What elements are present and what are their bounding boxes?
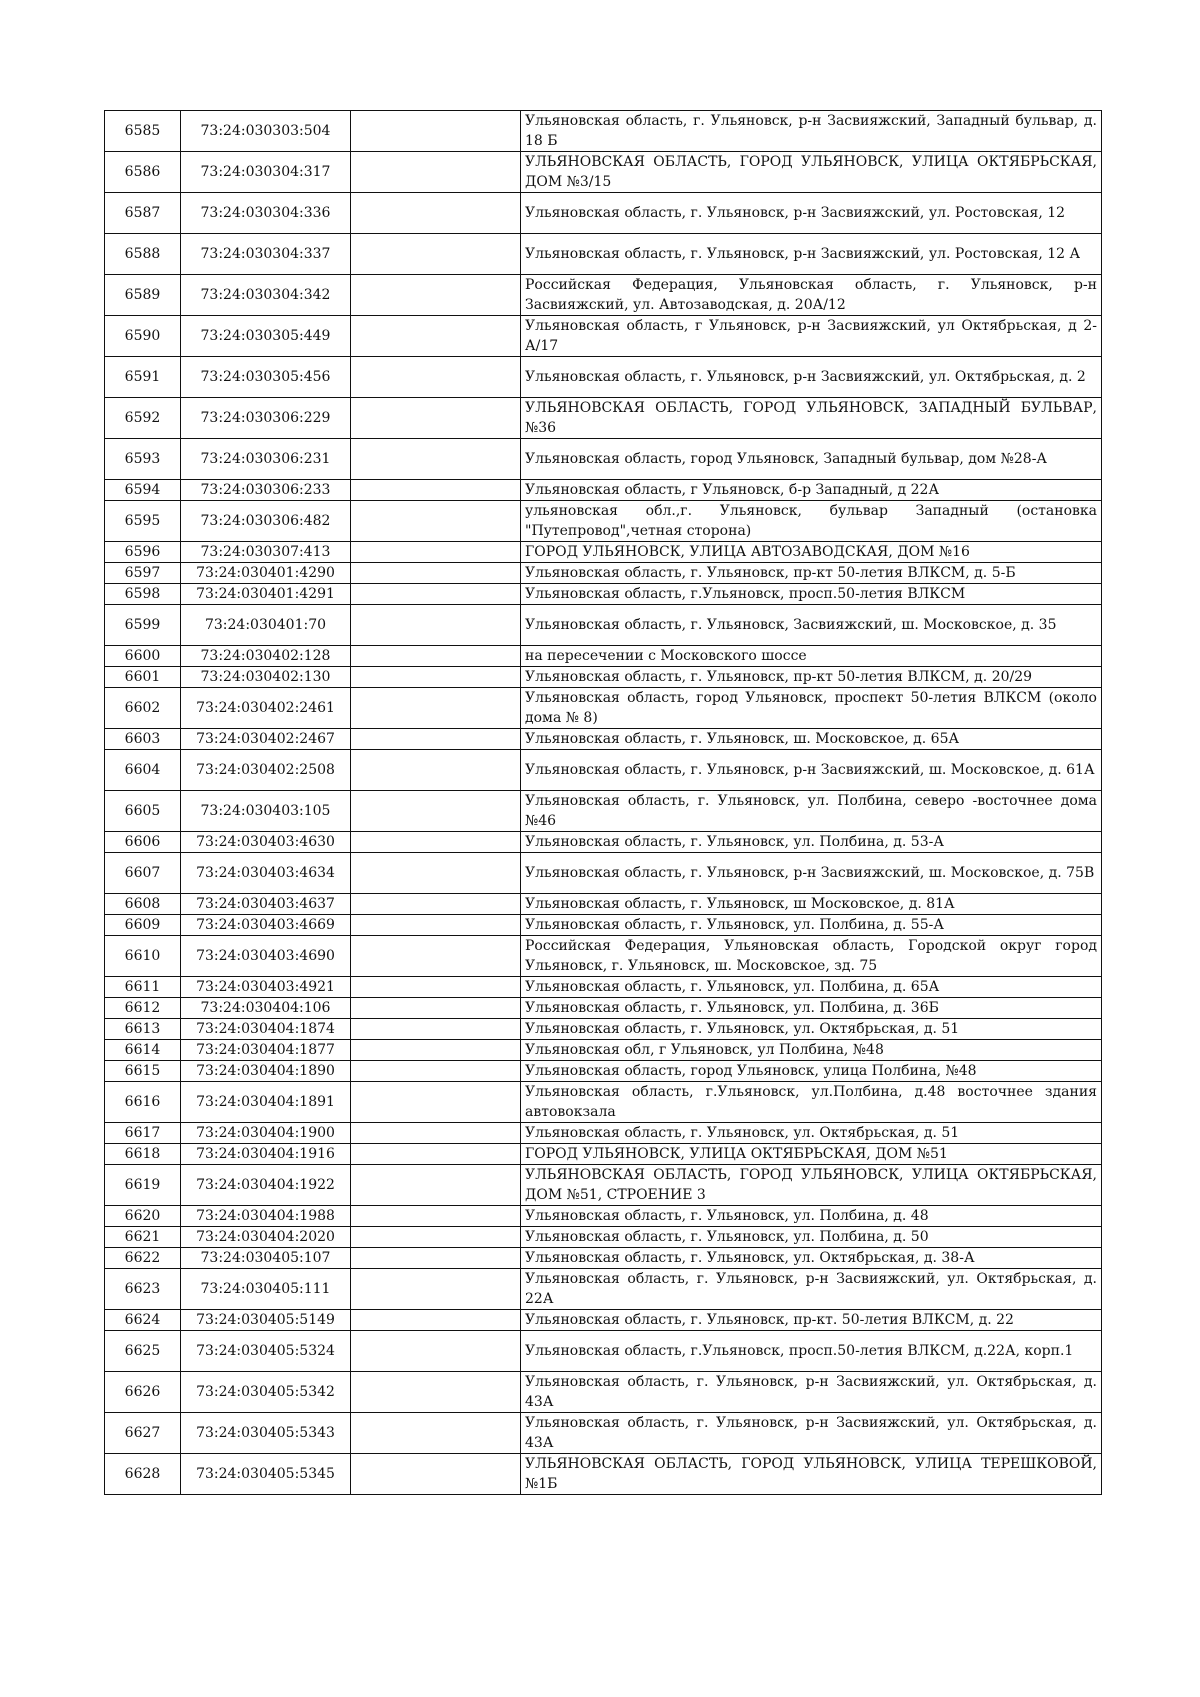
address-cell: УЛЬЯНОВСКАЯ ОБЛАСТЬ, ГОРОД УЛЬЯНОВСК, ЗАПАДНЫЙ БУЛЬВАР, №36 xyxy=(521,398,1102,439)
address-cell: Ульяновская область, город Ульяновск, Западный бульвар, дом №28-А xyxy=(521,439,1102,480)
row-number-cell: 6595 xyxy=(105,501,181,542)
land-plot-table xyxy=(104,110,1102,1495)
row-number-cell: 6594 xyxy=(105,480,181,501)
address-cell: Ульяновская область, г. Ульяновск, ул. Полбина, д. 48 xyxy=(521,1206,1102,1227)
row-number-cell: 6609 xyxy=(105,915,181,936)
row-number-cell: 6601 xyxy=(105,667,181,688)
address-cell: УЛЬЯНОВСКАЯ ОБЛАСТЬ, ГОРОД УЛЬЯНОВСК, УЛИЦА ОКТЯБРЬСКАЯ, ДОМ №3/15 xyxy=(521,152,1102,193)
row-number-cell: 6612 xyxy=(105,998,181,1019)
empty-cell xyxy=(351,234,521,275)
cadastral-number-cell: 73:24:030403:4637 xyxy=(181,894,351,915)
empty-cell xyxy=(351,1310,521,1331)
address-cell: Ульяновская область, город Ульяновск, проспект 50-летия ВЛКСМ (около дома № 8) xyxy=(521,688,1102,729)
empty-cell xyxy=(351,1123,521,1144)
table-row xyxy=(105,357,1102,398)
cadastral-number-cell: 73:24:030404:2020 xyxy=(181,1227,351,1248)
empty-cell xyxy=(351,646,521,667)
row-number-cell: 6617 xyxy=(105,1123,181,1144)
row-number-cell: 6622 xyxy=(105,1248,181,1269)
table-row xyxy=(105,832,1102,853)
address-cell: Ульяновская область, г. Ульяновск, ул. Полбина, д. 36Б xyxy=(521,998,1102,1019)
table-row xyxy=(105,998,1102,1019)
cadastral-number-cell: 73:24:030404:1890 xyxy=(181,1061,351,1082)
cadastral-number-cell: 73:24:030404:106 xyxy=(181,998,351,1019)
table-row xyxy=(105,894,1102,915)
cadastral-number-cell: 73:24:030403:105 xyxy=(181,791,351,832)
cadastral-number-cell: 73:24:030306:233 xyxy=(181,480,351,501)
table-row xyxy=(105,111,1102,152)
address-cell: Ульяновская область, г. Ульяновск, пр-кт 50-летия ВЛКСМ, д. 5-Б xyxy=(521,563,1102,584)
empty-cell xyxy=(351,605,521,646)
address-cell: ГОРОД УЛЬЯНОВСК, УЛИЦА АВТОЗАВОДСКАЯ, ДОМ №16 xyxy=(521,542,1102,563)
table-row xyxy=(105,1248,1102,1269)
empty-cell xyxy=(351,1206,521,1227)
row-number-cell: 6619 xyxy=(105,1165,181,1206)
empty-cell xyxy=(351,1269,521,1310)
table-row xyxy=(105,936,1102,977)
row-number-cell: 6608 xyxy=(105,894,181,915)
address-cell: УЛЬЯНОВСКАЯ ОБЛАСТЬ, ГОРОД УЛЬЯНОВСК, УЛИЦА ТЕРЕШКОВОЙ, №1Б xyxy=(521,1454,1102,1495)
empty-cell xyxy=(351,1040,521,1061)
empty-cell xyxy=(351,1019,521,1040)
address-cell: Ульяновская область, г. Ульяновск, ш Московское, д. 81А xyxy=(521,894,1102,915)
cadastral-number-cell: 73:24:030304:342 xyxy=(181,275,351,316)
cadastral-number-cell: 73:24:030304:317 xyxy=(181,152,351,193)
empty-cell xyxy=(351,1227,521,1248)
row-number-cell: 6606 xyxy=(105,832,181,853)
address-cell: Ульяновская область, г. Ульяновск, ул. Полбина, д. 65А xyxy=(521,977,1102,998)
table-row xyxy=(105,398,1102,439)
table-row xyxy=(105,750,1102,791)
row-number-cell: 6589 xyxy=(105,275,181,316)
cadastral-number-cell: 73:24:030404:1922 xyxy=(181,1165,351,1206)
table-row xyxy=(105,1040,1102,1061)
table-row xyxy=(105,1454,1102,1495)
empty-cell xyxy=(351,1454,521,1495)
table-row xyxy=(105,1165,1102,1206)
row-number-cell: 6598 xyxy=(105,584,181,605)
empty-cell xyxy=(351,977,521,998)
address-cell: Ульяновская область, г.Ульяновск, ул.Полбина, д.48 восточнее здания автовокзала xyxy=(521,1082,1102,1123)
table-row xyxy=(105,1331,1102,1372)
empty-cell xyxy=(351,398,521,439)
empty-cell xyxy=(351,1061,521,1082)
row-number-cell: 6600 xyxy=(105,646,181,667)
row-number-cell: 6623 xyxy=(105,1269,181,1310)
row-number-cell: 6628 xyxy=(105,1454,181,1495)
address-cell: Ульяновская область, г. Ульяновск, ул. Полбина, д. 53-А xyxy=(521,832,1102,853)
empty-cell xyxy=(351,501,521,542)
address-cell: Ульяновская область, г. Ульяновск, ул. Октябрьская, д. 51 xyxy=(521,1019,1102,1040)
cadastral-number-cell: 73:24:030402:2461 xyxy=(181,688,351,729)
cadastral-number-cell: 73:24:030402:2467 xyxy=(181,729,351,750)
address-cell: Ульяновская область, г. Ульяновск, р-н Засвияжский, ул. Ростовская, 12 А xyxy=(521,234,1102,275)
address-cell: Ульяновская область, г. Ульяновск, р-н Засвияжский, ш. Московское, д. 75В xyxy=(521,853,1102,894)
row-number-cell: 6615 xyxy=(105,1061,181,1082)
empty-cell xyxy=(351,729,521,750)
table-row xyxy=(105,1082,1102,1123)
row-number-cell: 6593 xyxy=(105,439,181,480)
cadastral-number-cell: 73:24:030404:1988 xyxy=(181,1206,351,1227)
table-row xyxy=(105,791,1102,832)
address-cell: УЛЬЯНОВСКАЯ ОБЛАСТЬ, ГОРОД УЛЬЯНОВСК, УЛИЦА ОКТЯБРЬСКАЯ, ДОМ №51, СТРОЕНИЕ 3 xyxy=(521,1165,1102,1206)
row-number-cell: 6587 xyxy=(105,193,181,234)
address-cell: Ульяновская область, г. Ульяновск, р-н Засвияжский, ул. Октябрьская, д. 2 xyxy=(521,357,1102,398)
empty-cell xyxy=(351,563,521,584)
empty-cell xyxy=(351,542,521,563)
cadastral-number-cell: 73:24:030405:5324 xyxy=(181,1331,351,1372)
empty-cell xyxy=(351,667,521,688)
table-row xyxy=(105,1206,1102,1227)
table-row xyxy=(105,501,1102,542)
row-number-cell: 6611 xyxy=(105,977,181,998)
row-number-cell: 6590 xyxy=(105,316,181,357)
empty-cell xyxy=(351,1248,521,1269)
cadastral-number-cell: 73:24:030402:2508 xyxy=(181,750,351,791)
row-number-cell: 6603 xyxy=(105,729,181,750)
cadastral-number-cell: 73:24:030403:4690 xyxy=(181,936,351,977)
empty-cell xyxy=(351,998,521,1019)
cadastral-number-cell: 73:24:030403:4921 xyxy=(181,977,351,998)
row-number-cell: 6616 xyxy=(105,1082,181,1123)
empty-cell xyxy=(351,1372,521,1413)
address-cell: Ульяновская область, г. Ульяновск, ш. Московское, д. 65А xyxy=(521,729,1102,750)
empty-cell xyxy=(351,936,521,977)
cadastral-number-cell: 73:24:030303:504 xyxy=(181,111,351,152)
row-number-cell: 6626 xyxy=(105,1372,181,1413)
row-number-cell: 6596 xyxy=(105,542,181,563)
cadastral-number-cell: 73:24:030306:482 xyxy=(181,501,351,542)
table-row xyxy=(105,275,1102,316)
cadastral-number-cell: 73:24:030403:4630 xyxy=(181,832,351,853)
empty-cell xyxy=(351,1082,521,1123)
table-row xyxy=(105,853,1102,894)
table-row xyxy=(105,152,1102,193)
table-row xyxy=(105,1144,1102,1165)
table-row xyxy=(105,563,1102,584)
empty-cell xyxy=(351,832,521,853)
address-cell: Ульяновская обл, г Ульяновск, ул Полбина, №48 xyxy=(521,1040,1102,1061)
cadastral-number-cell: 73:24:030404:1916 xyxy=(181,1144,351,1165)
empty-cell xyxy=(351,152,521,193)
address-cell: Ульяновская область, г. Ульяновск, ул. Полбина, д. 50 xyxy=(521,1227,1102,1248)
address-cell: Ульяновская область, г. Ульяновск, пр-кт 50-летия ВЛКСМ, д. 20/29 xyxy=(521,667,1102,688)
empty-cell xyxy=(351,688,521,729)
table-body xyxy=(105,111,1102,1495)
address-cell: Ульяновская область, г. Ульяновск, р-н Засвияжский, ш. Московское, д. 61А xyxy=(521,750,1102,791)
cadastral-number-cell: 73:24:030405:111 xyxy=(181,1269,351,1310)
table-row xyxy=(105,584,1102,605)
address-cell: Ульяновская область, г. Ульяновск, пр-кт. 50-летия ВЛКСМ, д. 22 xyxy=(521,1310,1102,1331)
table-row xyxy=(105,646,1102,667)
empty-cell xyxy=(351,894,521,915)
address-cell: Ульяновская область, г Ульяновск, б-р Западный, д 22А xyxy=(521,480,1102,501)
empty-cell xyxy=(351,480,521,501)
table-row xyxy=(105,1061,1102,1082)
row-number-cell: 6586 xyxy=(105,152,181,193)
table-row xyxy=(105,316,1102,357)
address-cell: Российская Федерация, Ульяновская область, Городской округ город Ульяновск, г. Ульяновск, ш. Московское, зд. 75 xyxy=(521,936,1102,977)
empty-cell xyxy=(351,357,521,398)
cadastral-number-cell: 73:24:030404:1877 xyxy=(181,1040,351,1061)
table-row xyxy=(105,1269,1102,1310)
address-cell: Ульяновская область, г. Ульяновск, ул. Полбина, д. 55-А xyxy=(521,915,1102,936)
cadastral-number-cell: 73:24:030307:413 xyxy=(181,542,351,563)
table-row xyxy=(105,439,1102,480)
cadastral-number-cell: 73:24:030403:4634 xyxy=(181,853,351,894)
empty-cell xyxy=(351,1331,521,1372)
address-cell: ульяновская обл.,г. Ульяновск, бульвар Западный (остановка "Путепровод",четная сторона) xyxy=(521,501,1102,542)
row-number-cell: 6627 xyxy=(105,1413,181,1454)
table-row xyxy=(105,1123,1102,1144)
row-number-cell: 6597 xyxy=(105,563,181,584)
table-row xyxy=(105,480,1102,501)
table-row xyxy=(105,1372,1102,1413)
address-cell: Ульяновская область, г.Ульяновск, просп.50-летия ВЛКСМ, д.22А, корп.1 xyxy=(521,1331,1102,1372)
table-row xyxy=(105,667,1102,688)
address-cell: Ульяновская область, г. Ульяновск, Засвияжский, ш. Московское, д. 35 xyxy=(521,605,1102,646)
empty-cell xyxy=(351,853,521,894)
cadastral-number-cell: 73:24:030404:1891 xyxy=(181,1082,351,1123)
empty-cell xyxy=(351,439,521,480)
address-cell: Ульяновская область, г.Ульяновск, просп.50-летия ВЛКСМ xyxy=(521,584,1102,605)
empty-cell xyxy=(351,275,521,316)
table-row xyxy=(105,193,1102,234)
address-cell: Российская Федерация, Ульяновская область, г. Ульяновск, р-н Засвияжский, ул. Автозаводская, д. 20А/12 xyxy=(521,275,1102,316)
address-cell: Ульяновская область, г. Ульяновск, ул. Полбина, северо -восточнее дома №46 xyxy=(521,791,1102,832)
cadastral-number-cell: 73:24:030402:128 xyxy=(181,646,351,667)
address-cell: на пересечении с Московского шоссе xyxy=(521,646,1102,667)
table-row xyxy=(105,542,1102,563)
cadastral-number-cell: 73:24:030401:70 xyxy=(181,605,351,646)
cadastral-number-cell: 73:24:030404:1874 xyxy=(181,1019,351,1040)
row-number-cell: 6618 xyxy=(105,1144,181,1165)
cadastral-number-cell: 73:24:030405:5149 xyxy=(181,1310,351,1331)
table-row xyxy=(105,688,1102,729)
table-row xyxy=(105,977,1102,998)
cadastral-number-cell: 73:24:030404:1900 xyxy=(181,1123,351,1144)
address-cell: Ульяновская область, г. Ульяновск, р-н Засвияжский, Западный бульвар, д. 18 Б xyxy=(521,111,1102,152)
cadastral-number-cell: 73:24:030405:107 xyxy=(181,1248,351,1269)
address-cell: Ульяновская область, г. Ульяновск, р-н Засвияжский, ул. Октябрьская, д. 22А xyxy=(521,1269,1102,1310)
row-number-cell: 6620 xyxy=(105,1206,181,1227)
cadastral-number-cell: 73:24:030403:4669 xyxy=(181,915,351,936)
row-number-cell: 6624 xyxy=(105,1310,181,1331)
empty-cell xyxy=(351,584,521,605)
address-cell: ГОРОД УЛЬЯНОВСК, УЛИЦА ОКТЯБРЬСКАЯ, ДОМ №51 xyxy=(521,1144,1102,1165)
row-number-cell: 6585 xyxy=(105,111,181,152)
row-number-cell: 6605 xyxy=(105,791,181,832)
row-number-cell: 6592 xyxy=(105,398,181,439)
table-row xyxy=(105,729,1102,750)
cadastral-number-cell: 73:24:030401:4291 xyxy=(181,584,351,605)
cadastral-number-cell: 73:24:030401:4290 xyxy=(181,563,351,584)
empty-cell xyxy=(351,750,521,791)
empty-cell xyxy=(351,915,521,936)
table-row xyxy=(105,1227,1102,1248)
empty-cell xyxy=(351,316,521,357)
address-cell: Ульяновская область, г. Ульяновск, р-н Засвияжский, ул. Октябрьская, д. 43А xyxy=(521,1372,1102,1413)
row-number-cell: 6591 xyxy=(105,357,181,398)
empty-cell xyxy=(351,111,521,152)
row-number-cell: 6607 xyxy=(105,853,181,894)
address-cell: Ульяновская область, г. Ульяновск, р-н Засвияжский, ул. Ростовская, 12 xyxy=(521,193,1102,234)
table-row xyxy=(105,1310,1102,1331)
table-row xyxy=(105,915,1102,936)
row-number-cell: 6625 xyxy=(105,1331,181,1372)
empty-cell xyxy=(351,1165,521,1206)
cadastral-number-cell: 73:24:030402:130 xyxy=(181,667,351,688)
cadastral-number-cell: 73:24:030405:5345 xyxy=(181,1454,351,1495)
cadastral-number-cell: 73:24:030405:5343 xyxy=(181,1413,351,1454)
address-cell: Ульяновская область, г. Ульяновск, р-н Засвияжский, ул. Октябрьская, д. 43А xyxy=(521,1413,1102,1454)
row-number-cell: 6614 xyxy=(105,1040,181,1061)
table-row xyxy=(105,605,1102,646)
row-number-cell: 6613 xyxy=(105,1019,181,1040)
empty-cell xyxy=(351,1413,521,1454)
cadastral-number-cell: 73:24:030304:337 xyxy=(181,234,351,275)
cadastral-number-cell: 73:24:030304:336 xyxy=(181,193,351,234)
cadastral-number-cell: 73:24:030305:456 xyxy=(181,357,351,398)
table-row xyxy=(105,1413,1102,1454)
row-number-cell: 6602 xyxy=(105,688,181,729)
cadastral-number-cell: 73:24:030306:229 xyxy=(181,398,351,439)
address-cell: Ульяновская область, г. Ульяновск, ул. Октябрьская, д. 38-А xyxy=(521,1248,1102,1269)
row-number-cell: 6621 xyxy=(105,1227,181,1248)
address-cell: Ульяновская область, город Ульяновск, улица Полбина, №48 xyxy=(521,1061,1102,1082)
empty-cell xyxy=(351,791,521,832)
cadastral-number-cell: 73:24:030306:231 xyxy=(181,439,351,480)
row-number-cell: 6604 xyxy=(105,750,181,791)
cadastral-number-cell: 73:24:030305:449 xyxy=(181,316,351,357)
table-row xyxy=(105,1019,1102,1040)
address-cell: Ульяновская область, г. Ульяновск, ул. Октябрьская, д. 51 xyxy=(521,1123,1102,1144)
cadastral-number-cell: 73:24:030405:5342 xyxy=(181,1372,351,1413)
table-row xyxy=(105,234,1102,275)
address-cell: Ульяновская область, г Ульяновск, р-н Засвияжский, ул Октябрьская, д 2-А/17 xyxy=(521,316,1102,357)
row-number-cell: 6599 xyxy=(105,605,181,646)
row-number-cell: 6610 xyxy=(105,936,181,977)
empty-cell xyxy=(351,193,521,234)
row-number-cell: 6588 xyxy=(105,234,181,275)
empty-cell xyxy=(351,1144,521,1165)
